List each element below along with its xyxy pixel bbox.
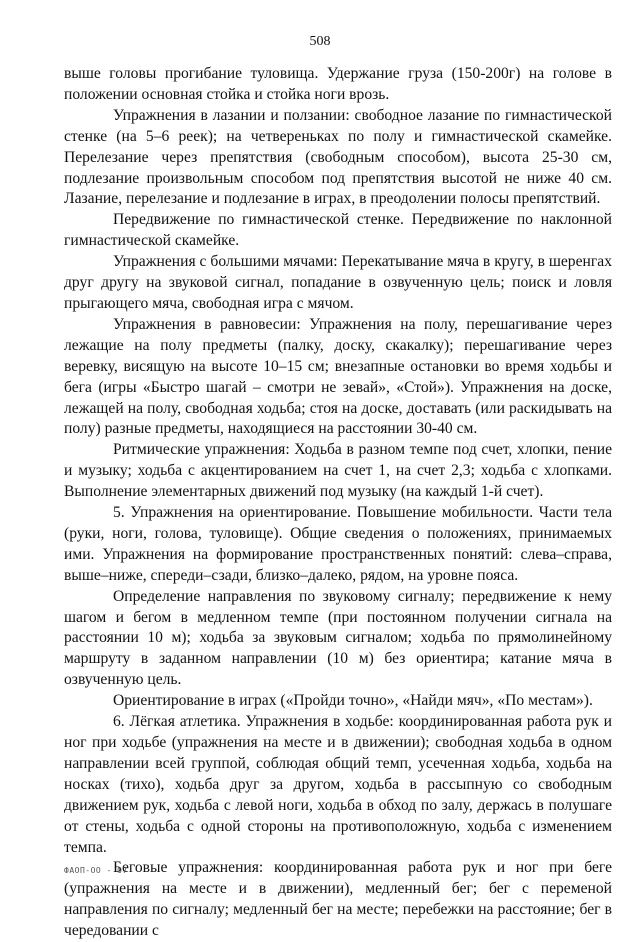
- paragraph-1: выше головы прогибание туловища. Удержание груза (150-200г) на голове в положении основная стойка и стойка ноги врозь.: [64, 65, 612, 103]
- paragraph-9: Ориентирование в играх («Пройди точно», «Найди мяч», «По местам»).: [113, 692, 593, 710]
- paragraph-4: Упражнения с большими мячами: Перекатывание мяча в кругу, в шеренгах друг другу на звуковой сигнал, попадание в озвученную цель; поиск и ловля прыгающего мяча, свободная игра с мячом.: [64, 253, 612, 312]
- paragraph-11: Беговые упражнения: координированная работа рук и ног при беге (упражнения на месте и в движении), медленный бег; бег с переменой направления по сигналу; медленный бег на месте; перебежки на расстояние; бег в чередовании с: [64, 859, 612, 940]
- page-body: [64, 64, 612, 942]
- paragraph-10: 6. Лёгкая атлетика. Упражнения в ходьбе: координированная работа рук и ног при ходьбе (упражнения на месте и в движении); свободная ходьба в одном направлении всей группой, соблюдая общий темп, усеченная ходьба, ходьба на носках (тихо), ходьба друг за другом, ходьба в рассыпную со свободным движением рук, ходьба с левой ноги, ходьба в обход по залу, держась в полушаге от стены, ходьба с одной стороны на противоположную, ходьба с изменением темпа.: [64, 713, 612, 856]
- footer-code: ФАОП-ОО - 07: [64, 866, 128, 875]
- page-number: 508: [309, 34, 331, 49]
- paragraph-5: Упражнения в равновесии: Упражнения на полу, перешагивание через лежащие на полу предметы (палку, доску, скакалку); перешагивание через веревку, висящую на высоте 10–15 см; внезапные остановки во время ходьбы и бега (игры «Быстро шагай – смотри не зевай», «Стой»). Упражнения на доске, лежащей на полу, свободная ходьба; стоя на доске, доставать (или раскидывать на полу) разные предметы, находящиеся на расстоянии 30-40 см.: [64, 315, 612, 438]
- paragraph-8: Определение направления по звуковому сигналу; передвижение к нему шагом и бегом в медленном темпе (при постоянном получении сигнала на расстоянии 10 м); ходьба за звуковым сигналом; ходьба по прямолинейному маршруту в заданном направлении (10 м) без ориентира; катание мяча в озвученную цель.: [64, 587, 612, 689]
- paragraph-7: 5. Упражнения на ориентирование. Повышение мобильности. Части тела (руки, ноги, голова, туловище). Общие сведения о положениях, принимаемых ими. Упражнения на формирование пространственных понятий: слева–справа, выше–ниже, спереди–сзади, близко–далеко, рядом, на уровне пояса.: [64, 504, 612, 584]
- paragraph-6: Ритмические упражнения: Ходьба в разном темпе под счет, хлопки, пение и музыку; ходьба с акцентированием на счет 1, на счет 2,3; ходьба с хлопками. Выполнение элементарных движений под музыку (на каждый 1-й счет).: [64, 441, 612, 501]
- paragraph-3: Передвижение по гимнастической стенке. Передвижение по наклонной гимнастической скамейке.: [64, 211, 612, 250]
- paragraph-2: Упражнения в лазании и ползании: свободное лазание по гимнастической стенке (на 5–6 реек); на четвереньках по полу и гимнастической скамейке. Перелезание через препятствия (свободным способом), высота 25-30 см, подлезание произвольным способом под препятствия высотой не ниже 40 см. Лазание, перелезание и подлезание в играх, в преодолении полосы препятствий.: [64, 106, 612, 208]
